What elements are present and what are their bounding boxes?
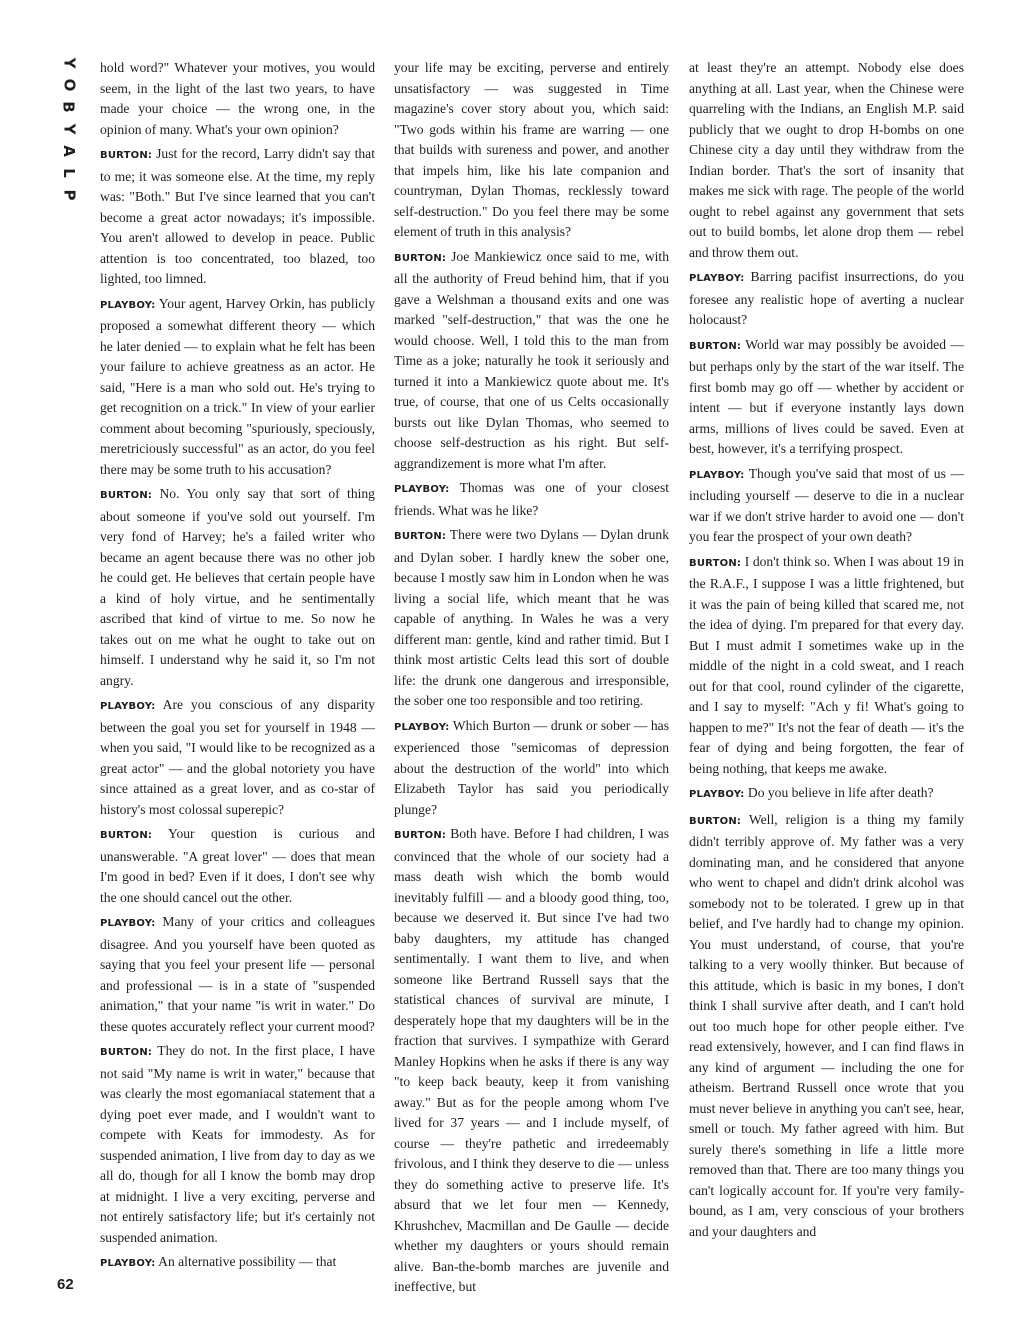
- paragraph-text: Are you conscious of any disparity between the goal you set for yourself in 1948 — when you said, "I would like to be recognized as a great actor" — and the global notoriety you have since attained as a great lover, and as co-star of history's most colossal superepic?: [100, 697, 375, 817]
- speaker-label: PLAYBOY:: [100, 701, 156, 712]
- speaker-label: BURTON:: [100, 1047, 153, 1058]
- article-paragraph: [100, 1252, 375, 1275]
- speaker-label: PLAYBOY:: [689, 469, 745, 481]
- article-paragraph: [394, 525, 669, 712]
- speaker-label: PLAYBOY:: [689, 789, 745, 800]
- paragraph-text: Both have. Before I had children, I was convinced that the whole of our society had a mass death wish which the bomb would inevitably fulfill — and a bloody good thing, too, because we deserved it. But since I've had two baby daughters, my attitude has changed sentimentally. I want them to live, and when someone like Bertrand Russell says that the statistical chances of survival are minute, I desperately hope that my daughters will be in the fraction that survives. I sympathize with Gerard Manley Hopkins when he asks if there is any way "to keep back beauty, keep it from vanishing away." But as for the people among whom I've lived for 37 years — and I include myself, of course — they're pathetic and irredeemably frivolous, and I think they deserve to die — unless they do something active to preserve life. It's absurd that we let four men — Kennedy, Khrushchev, Macmillan and De Gaulle — decide whether my daughters or yours should remain alive. Ban-the-bomb marches are juvenile and ineffective, but: [394, 826, 670, 1294]
- article-paragraph: [689, 335, 964, 460]
- paragraph-text: They do not. In the first place, I have not said "My name is writ in water," because that was clearly the most egomaniacal statement that a dying poet ever made, and I wouldn't want to compete with Keats for immodesty. As for suspended animation, I live from day to day as we all do, though for all I know the bomb may drop at midnight. I live a very exciting, perverse and not entirely satisfactory life; but it's certainly not suspended animation.: [100, 1043, 375, 1245]
- article-paragraph: [394, 247, 669, 475]
- article-paragraph: [394, 58, 669, 243]
- article-paragraph: [100, 58, 375, 140]
- paragraph-text: Thomas was one of your closest friends. What was he like?: [394, 480, 670, 518]
- paragraph-text: Which Burton — drunk or sober — has experienced those "semicomas of depression about the destruction of the world" into which Elizabeth Taylor has said you periodically plunge?: [394, 717, 670, 817]
- article-paragraph: [689, 810, 964, 1243]
- speaker-label: PLAYBOY:: [394, 484, 450, 495]
- paragraph-text: There were two Dylans — Dylan drunk and Dylan sober. I hardly knew the sober one, because I mostly saw him in London when he was living a social life, which meant that he was capable of anything. In Wales he was a very different man: gentle, kind and rather timid. But I think most artistic Celts lead this sort of double life: the drunk one dangerous and irresponsible, the sober one too responsible and too retiring.: [394, 527, 669, 708]
- paragraph-text: Barring pacifist insurrections, do you foresee any realistic hope of averting a nuclear holocaust?: [689, 269, 964, 327]
- masthead-letter: A: [59, 145, 78, 157]
- article-paragraph: [100, 1041, 375, 1248]
- article-paragraph: [689, 783, 964, 806]
- speaker-label: BURTON:: [100, 830, 153, 841]
- paragraph-text: Just for the record, Larry didn't say that to me; it was someone else. At the time, my reply was: "Both." But I've since learned that you can't become a great actor nowadays; it's impossible. You aren't allowed to develop in peace. Public attention is too concentrated, too blazed, too lighted, too limned.: [100, 146, 375, 286]
- article-paragraph: [100, 824, 375, 908]
- speaker-label: BURTON:: [394, 830, 447, 841]
- article-paragraph: [100, 912, 375, 1037]
- magazine-masthead: [57, 52, 81, 206]
- speaker-label: PLAYBOY:: [394, 721, 450, 733]
- paragraph-text: I don't think so. When I was about 19 in the R.A.F., I suppose I was a little frightened, but it was the pain of being killed that scared me, not the idea of dying. I'm prepared for that every day. But I must admit I sometimes wake up in the middle of the night in a cold sweat, and I reach out for that cool, round cylinder of the cigarette, and I say to myself: "Ach y fi! What's going to happen to me?" It's not the fear of death — it's the fear of dying and being forgotten, the fear of being nothing, that keeps me awake.: [689, 553, 964, 776]
- speaker-label: BURTON:: [689, 340, 742, 352]
- speaker-label: PLAYBOY:: [100, 1258, 156, 1269]
- article-paragraph: [100, 144, 375, 290]
- paragraph-text: Do you believe in life after death?: [747, 785, 934, 800]
- paragraph-text: Your agent, Harvey Orkin, has publicly proposed a somewhat different theory — which he later denied — to explain what he felt has been your failure to achieve greatness as an actor. He said, "Here is a man who sold out. He's trying to get recognition on a trick." In view of your earlier comment about becoming "spuriously, speciously, meretriciously successful" as an actor, do you feel there may be some truth to his accusation?: [100, 295, 375, 477]
- paragraph-text: Though you've said that most of us — including yourself — deserve to die in a nuclear war if we don't strive harder to avoid one — don't you fear the prospect of your own death?: [689, 465, 964, 544]
- speaker-label: BURTON:: [394, 531, 447, 542]
- article-column-1: [100, 58, 375, 1279]
- paragraph-text: hold word?" Whatever your motives, you would seem, in the light of the last two years, to have made your choice — the wrong one, in the opinion of many. What's your own opinion?: [100, 60, 375, 137]
- paragraph-text: World war may possibly be avoided — but perhaps only by the start of the war itself. The first bomb may go off — whether by accident or intent — but if everyone instantly lays down arms, millions of lives could be saved. Even at best, however, it's a terrifying prospect.: [689, 336, 965, 456]
- masthead-letter: L: [60, 168, 78, 178]
- paragraph-text: Well, religion is a thing my family didn't terribly approve of. My father was a very dominating man, and he considered that anyone who went to chapel and didn't drink alcohol was somebody not to be tolerated. I grew up in that belief, and I've hardly had to change my opinion. You must understand, of course, that you're talking to a very woolly thinker. But because of this attitude, which is basic in my bones, I don't think I shall survive after death, and I can't hold out too much hope for other people either. I've read extensively, however, and I can find flaws in any kind of argument — including the one for atheism. Bertrand Russell once wrote that you must never believe in anything you can't see, hear, smell or touch. My father agreed with him. But surely there's something in life a little more removed than that. There are too many things you can't logically account for. If you're very family-bound, as I am, very conscious of your brothers and your daughters and: [689, 811, 964, 1239]
- paragraph-text: at least they're an attempt. Nobody else does anything at all. Last year, when the Chinese were quarreling with the Indians, an English M.P. said publicly that we ought to drop H-bombs on one Chinese city a day until they withdraw from the Indian border. That's the sort of insanity that makes me sick with rage. The people of the world ought to rebel against any government that sets out to build bombs, let alone drop them — rebel and throw them out.: [689, 60, 964, 260]
- article-paragraph: [689, 58, 964, 263]
- article-paragraph: [100, 695, 375, 820]
- speaker-label: BURTON:: [100, 150, 153, 161]
- article-paragraph: [689, 464, 964, 548]
- masthead-letter: O: [59, 78, 78, 92]
- article-paragraph: [394, 824, 669, 1298]
- article-paragraph: [689, 267, 964, 331]
- speaker-label: PLAYBOY:: [100, 918, 156, 929]
- speaker-label: PLAYBOY:: [100, 299, 156, 311]
- masthead-letter: P: [60, 189, 78, 201]
- paragraph-text: Joe Mankiewicz once said to me, with all the authority of Freud behind him, that if you gave a Welshman a thousand exits and one was marked "self-destruction," that was the one he would choose. Well, I told this to the man from Time as a joke; naturally he took it seriously and turned it into a Mankiewicz quote about me. It's true, of course, that one of us Celts occasionally bursts out like Dylan Thomas, who seemed to choose self-destruction as his right. But self-aggrandizement is more what I'm after.: [394, 248, 669, 471]
- speaker-label: BURTON:: [689, 557, 742, 569]
- speaker-label: BURTON:: [689, 815, 742, 827]
- article-paragraph: [394, 716, 669, 821]
- article-paragraph: [689, 552, 964, 780]
- speaker-label: BURTON:: [394, 252, 447, 264]
- article-paragraph: [394, 478, 669, 521]
- article-column-2: [394, 58, 669, 1302]
- article-paragraph: [100, 484, 375, 691]
- paragraph-text: An alternative possibility — that: [158, 1254, 337, 1269]
- speaker-label: PLAYBOY:: [689, 273, 745, 284]
- paragraph-text: Your question is curious and unanswerable. "A great lover" — does that mean I'm good in bed? Even if it does, I don't see why the one should cancel out the other.: [100, 826, 375, 905]
- paragraph-text: your life may be exciting, perverse and entirely unsatisfactory — was suggested in Time magazine's cover story about you, which said: "Two gods within his frame are warring — one that builds with sureness and power, and another that impels him, like his late companion and countryman, Dylan Thomas, recklessly toward self-destruction." Do you feel there may be some element of truth in this analysis?: [394, 60, 669, 239]
- article-paragraph: [100, 294, 375, 481]
- masthead-letter: Y: [60, 123, 78, 135]
- page-number: 62: [57, 1276, 74, 1293]
- paragraph-text: Many of your critics and colleagues disagree. And you yourself have been quoted as saying that you feel your present life — personal and professional — is in a state of "suspended animation," that your name "is writ in water." Do these quotes accurately reflect your current mood?: [100, 914, 375, 1034]
- paragraph-text: No. You only say that sort of thing about someone if you've sold out yourself. I'm very fond of Harvey; he's a failed writer who became an agent because there was no other job he could get. He believes that certain people have a kind of holy virtue, and he sentimentally ascribed that kind of virtue to me. So now he takes out on me what he ought to take out on himself. I understand why he said it, so I'm not angry.: [100, 486, 375, 688]
- masthead-letter: Y: [60, 57, 78, 69]
- speaker-label: BURTON:: [100, 490, 153, 501]
- article-column-3: [689, 58, 964, 1246]
- masthead-letter: B: [60, 101, 78, 113]
